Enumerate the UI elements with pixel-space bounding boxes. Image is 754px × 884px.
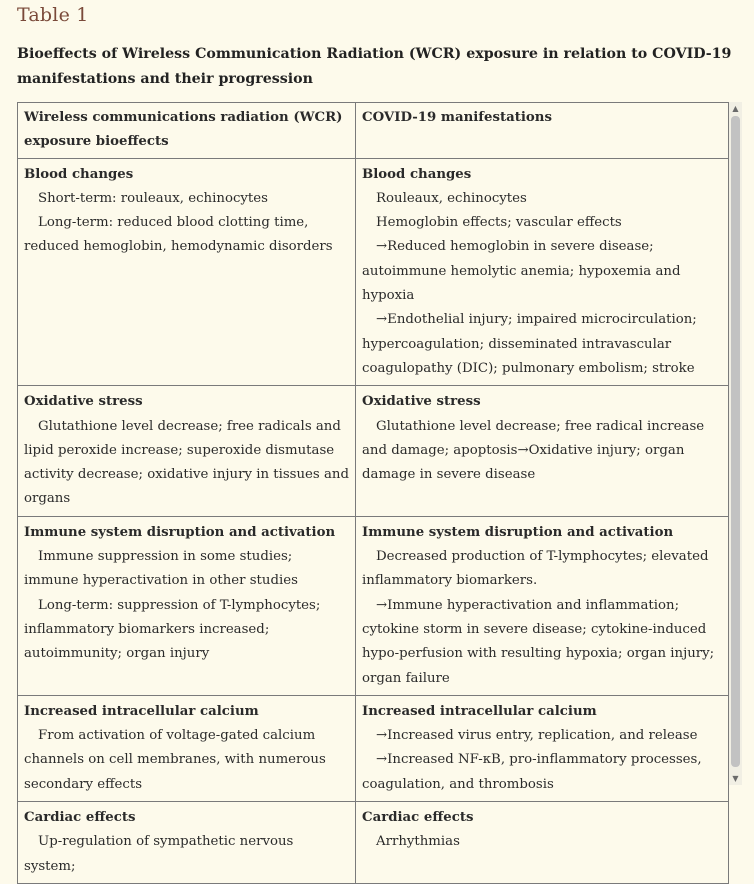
- cell-text: Hemoglobin effects; vascular effects: [376, 215, 622, 231]
- cell-text: Immune suppression in some studies; immune hyperactivation in other studies: [24, 549, 298, 589]
- table-label: Table 1: [17, 4, 89, 26]
- vertical-scrollbar[interactable]: [729, 102, 742, 785]
- cell-heading: Oxidative stress: [362, 394, 481, 410]
- table-cell-wcr: [18, 516, 356, 695]
- table-scroll-region[interactable]: [17, 102, 728, 874]
- table-header-row: [18, 103, 729, 159]
- cell-text: →Endothelial injury; impaired microcirculation; hypercoagulation; disseminated intravascular coagulopathy (DIC); pulmonary embolism; stroke: [362, 312, 697, 376]
- table-row: [18, 802, 729, 884]
- cell-heading: Increased intracellular calcium: [362, 703, 597, 719]
- cell-heading: Cardiac effects: [362, 810, 474, 826]
- cell-text: Short-term: rouleaux, echinocytes: [38, 190, 268, 206]
- table-cell-covid: [356, 158, 729, 386]
- table-caption: Bioeffects of Wireless Communication Radiation (WCR) exposure in relation to COVID-19 manifestations and their progression: [17, 46, 732, 87]
- table-cell-wcr: [18, 695, 356, 801]
- cell-heading: Immune system disruption and activation: [24, 524, 336, 540]
- cell-heading: Increased intracellular calcium: [24, 703, 259, 719]
- table-cell-covid: [356, 695, 729, 801]
- table-body: [18, 158, 729, 883]
- column-header-covid: COVID-19 manifestations: [356, 103, 729, 159]
- table-row: [18, 158, 729, 386]
- cell-text: →Increased virus entry, replication, and release: [376, 728, 698, 744]
- table-cell-wcr: [18, 802, 356, 884]
- scroll-up-icon[interactable]: ▲: [732, 104, 739, 113]
- scroll-down-icon[interactable]: ▼: [732, 774, 739, 783]
- cell-text: Long-term: reduced blood clotting time, reduced hemoglobin, hemodynamic disorders: [24, 215, 333, 255]
- cell-text: Rouleaux, echinocytes: [376, 190, 527, 206]
- cell-text: Arrhythmias: [376, 834, 460, 850]
- table-cell-wcr: [18, 386, 356, 516]
- cell-heading: Blood changes: [362, 166, 472, 182]
- column-header-wcr: Wireless communications radiation (WCR) exposure bioeffects: [18, 103, 356, 159]
- cell-heading: Immune system disruption and activation: [362, 524, 674, 540]
- table-cell-wcr: [18, 158, 356, 386]
- table-row: [18, 695, 729, 801]
- cell-heading: Cardiac effects: [24, 810, 136, 826]
- cell-heading: Oxidative stress: [24, 394, 143, 410]
- cell-text: Glutathione level decrease; free radical increase and damage; apoptosis→Oxidative injury; organ damage in severe disease: [362, 418, 705, 483]
- cell-text: →Increased NF-κB, pro-inflammatory processes, coagulation, and thrombosis: [362, 752, 702, 792]
- table-cell-covid: [356, 802, 729, 884]
- cell-text: Glutathione level decrease; free radicals and lipid peroxide increase; superoxide dismutase activity decrease; oxidative injury in tissues and organs: [24, 418, 349, 507]
- cell-heading: Blood changes: [24, 166, 134, 182]
- cell-text: Long-term: suppression of T-lymphocytes; inflammatory biomarkers increased; autoimmunity; organ injury: [24, 597, 321, 662]
- table-cell-covid: [356, 386, 729, 516]
- table-row: [18, 386, 729, 516]
- table-row: [18, 516, 729, 695]
- cell-text: →Immune hyperactivation and inflammation; cytokine storm in severe disease; cytokine-induced hypo-perfusion with resulting hypoxia; organ injury; organ failure: [362, 597, 715, 686]
- data-table: [17, 102, 729, 884]
- scrollbar-thumb[interactable]: [731, 116, 740, 767]
- cell-text: From activation of voltage-gated calcium channels on cell membranes, with numerous secondary effects: [24, 728, 326, 792]
- cell-text: Decreased production of T-lymphocytes; elevated inflammatory biomarkers.: [362, 549, 709, 589]
- cell-text: →Reduced hemoglobin in severe disease; autoimmune hemolytic anemia; hypoxemia and hypoxia: [362, 239, 681, 304]
- table-cell-covid: [356, 516, 729, 695]
- cell-text: Up-regulation of sympathetic nervous system;: [24, 834, 294, 874]
